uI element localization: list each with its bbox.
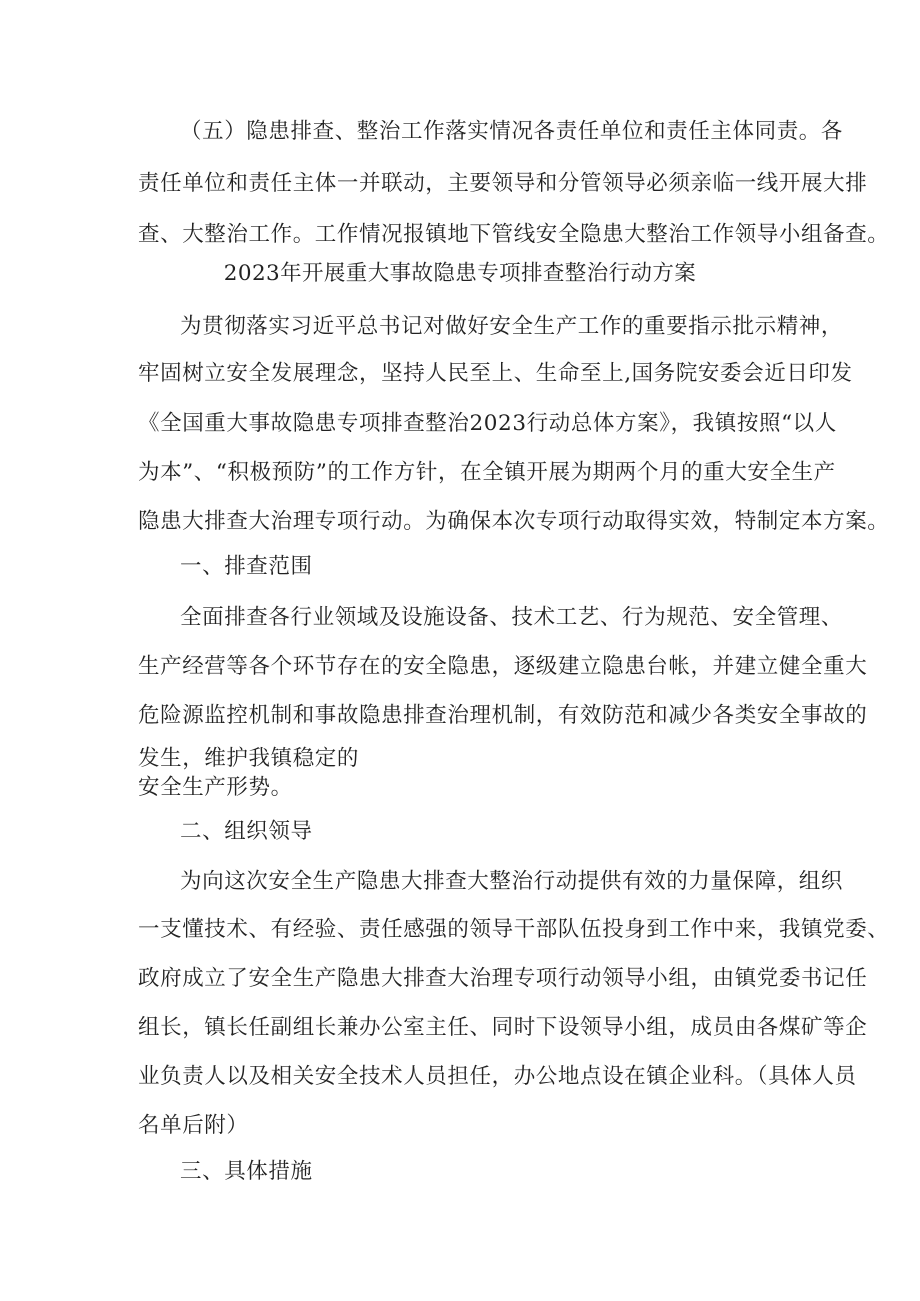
paragraph-line: 牢固树立安全发展理念，坚持人民至上、生命至上,国务院安委会近日印发	[138, 361, 853, 386]
section-heading: 三、具体措施	[180, 1159, 313, 1184]
paragraph-line: 全面排查各行业领域及设施设备、技术工艺、行为规范、安全管理、	[180, 605, 844, 630]
paragraph-line: 政府成立了安全生产隐患大排查大治理专项行动领导小组，由镇党委书记任	[138, 966, 868, 991]
paragraph-line: 组长，镇长任副组长兼办公室主任、同时下设领导小组，成员由各煤矿等企	[138, 1015, 868, 1040]
paragraph-line: 责任单位和责任主体一并联动，主要领导和分管领导必须亲临一线开展大排	[138, 171, 868, 196]
section-heading: 一、排查范围	[180, 554, 313, 579]
paragraph-line: 《全国重大事故隐患专项排查整治2023行动总体方案》，我镇按照“以人	[138, 411, 837, 436]
paragraph-line: 查、大整治工作。工作情况报镇地下管线安全隐患大整治工作领导小组备查。	[138, 222, 890, 247]
paragraph-line: 一支懂技术、有经验、责任感强的领导干部队伍投身到工作中来，我镇党委、	[138, 917, 890, 942]
paragraph-line: 名单后附）	[138, 1113, 249, 1138]
paragraph-line: 安全生产形势。	[138, 775, 293, 800]
paragraph-line: 发生，维护我镇稳定的	[138, 746, 360, 771]
paragraph-line: 业负责人以及相关安全技术人员担任，办公地点设在镇企业科。（具体人员	[138, 1064, 857, 1089]
paragraph-line: 为贯彻落实习近平总书记对做好安全生产工作的重要指示批示精神，	[180, 314, 844, 339]
paragraph-line: 为本”、“积极预防”的工作方针，在全镇开展为期两个月的重大安全生产	[138, 460, 836, 485]
document-title: 2023年开展重大事故隐患专项排查整治行动方案	[223, 261, 697, 286]
paragraph-line: 生产经营等各个环节存在的安全隐患，逐级建立隐患台帐，并建立健全重大	[138, 654, 868, 679]
paragraph-line: （五）隐患排查、整治工作落实情况各责任单位和责任主体同责。各	[180, 119, 844, 144]
section-heading: 二、组织领导	[180, 819, 313, 844]
paragraph-line: 危险源监控机制和事故隐患排查治理机制，有效防范和减少各类安全事故的	[138, 703, 868, 728]
paragraph-line: 为向这次安全生产隐患大排查大整治行动提供有效的力量保障，组织	[180, 869, 844, 894]
paragraph-line: 隐患大排查大治理专项行动。为确保本次专项行动取得实效，特制定本方案。	[138, 509, 890, 534]
